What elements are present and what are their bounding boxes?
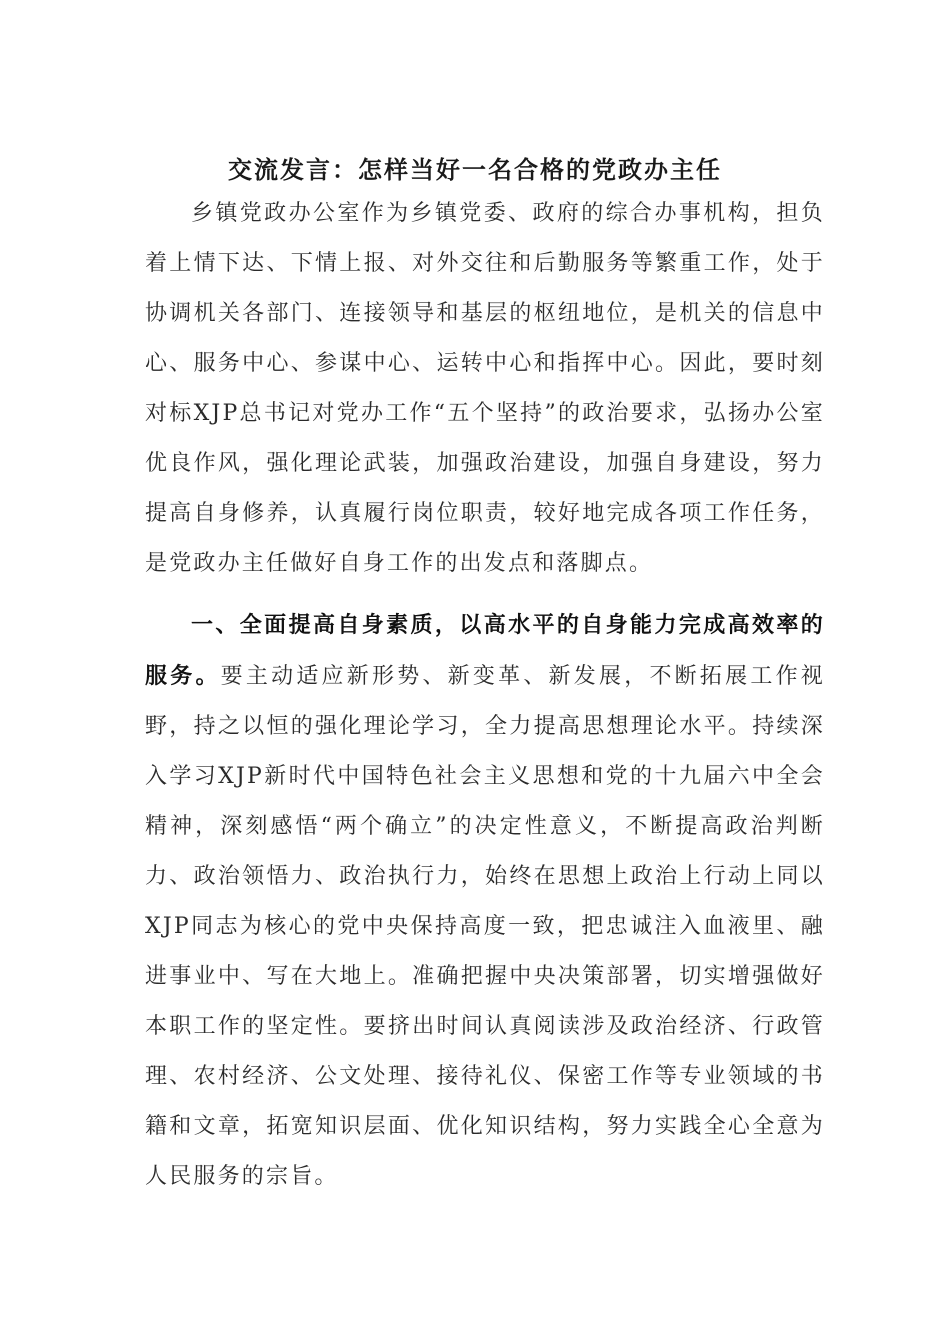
intro-paragraph: 乡镇党政办公室作为乡镇党委、政府的综合办事机构，担负着上情下达、下情上报、对外交往和后勤服务等繁重工作，处于协调机关各部门、连接领导和基层的枢纽地位，是机关的信息中心、服务中心、参谋中心、运转中心和指挥中心。因此，要时刻对标XJP总书记对党办工作“五个坚持”的政治要求，弘扬办公室优良作风，强化理论武装，加强政治建设，加强自身建设，努力提高自身修养，认真履行岗位职责，较好地完成各项工作任务，是党政办主任做好自身工作的出发点和落脚点。 bbox=[145, 201, 825, 576]
document-title: 交流发言：怎样当好一名合格的党政办主任 bbox=[228, 155, 722, 185]
section-one-paragraph bbox=[145, 600, 825, 1202]
section-one-heading: 一、全面提高自身素质，以高水平的自身能力完成高效率的服务。 bbox=[145, 612, 825, 689]
section-one-body: 要主动适应新形势、新变革、新发展，不断拓展工作视野，持之以恒的强化理论学习，全力提高思想理论水平。持续深入学习XJP新时代中国特色社会主义思想和党的十九届六中全会精神，深刻感悟“两个确立”的决定性意义，不断提高政治判断力、政治领悟力、政治执行力，始终在思想上政治上行动上同以XJP同志为核心的党中央保持高度一致，把忠诚注入血液里、融进事业中、写在大地上。准确把握中央决策部署，切实增强做好本职工作的坚定性。要挤出时间认真阅读涉及政治经济、行政管理、农村经济、公文处理、接待礼仪、保密工作等专业领域的书籍和文章，拓宽知识层面、优化知识结构，努力实践全心全意为人民服务的宗旨。 bbox=[145, 664, 825, 1189]
